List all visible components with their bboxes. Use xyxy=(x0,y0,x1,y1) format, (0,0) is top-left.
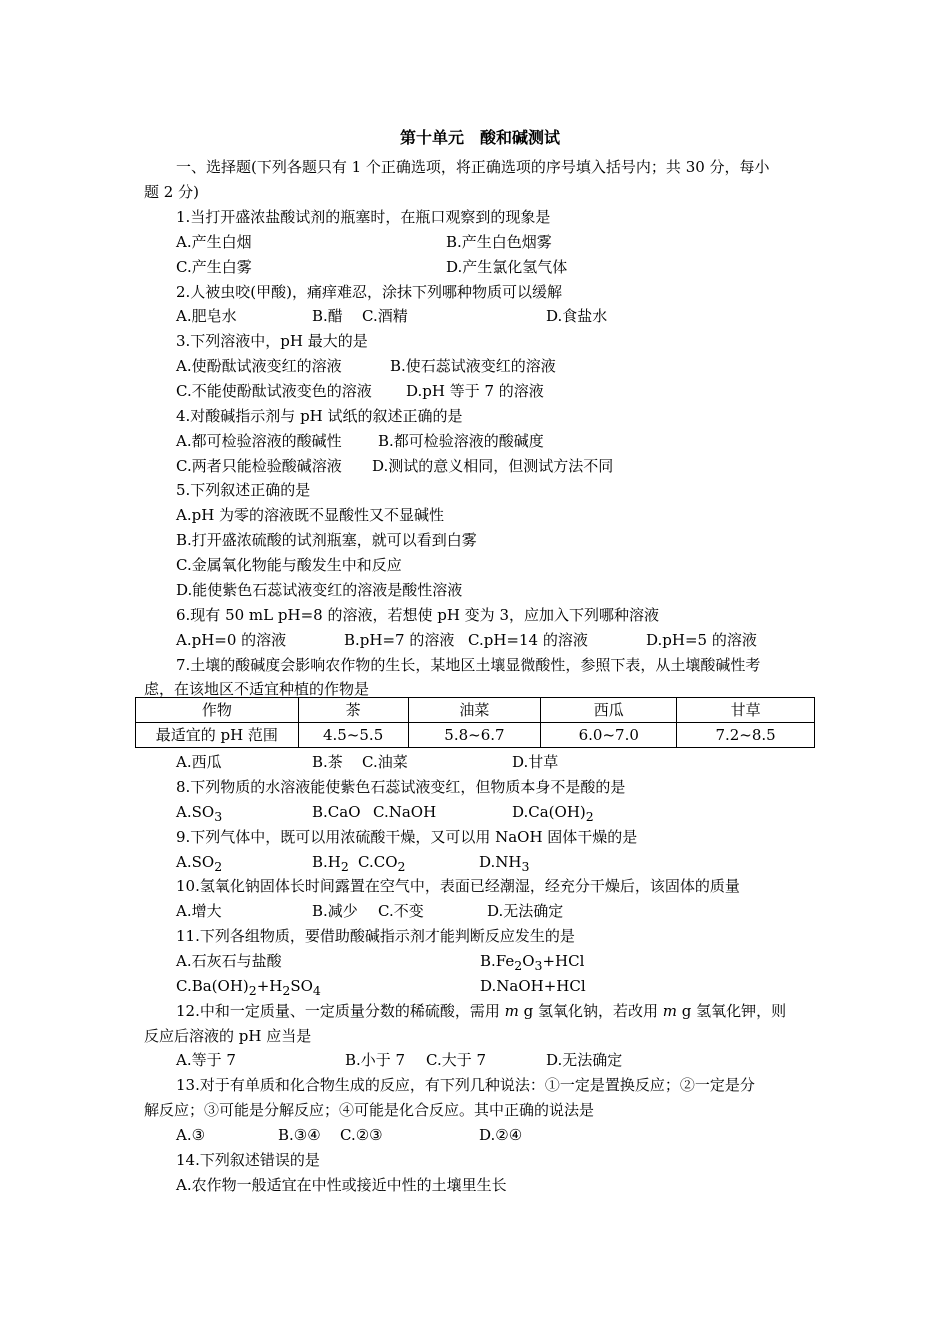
question-11-option-c: $C.Ba(OH)_2+H_2SO_4$ xyxy=(176,977,321,998)
table-cell-tea: 4.5~5.5 xyxy=(298,723,408,748)
question-13-option-d: D.②④ xyxy=(479,1126,523,1144)
question-11-option-d: D.NaOH+HCl xyxy=(480,977,586,995)
question-13-option-a: A.③ xyxy=(176,1126,206,1144)
question-9-option-c: $C.CO_2$ xyxy=(358,853,406,874)
question-4-stem: 4.对酸碱指示剂与 pH 试纸的叙述正确的是 xyxy=(176,407,463,425)
section-instructions-line1: 一、选择题(下列各题只有 1 个正确选项，将正确选项的序号填入括号内；共 30 分，每小 xyxy=(176,158,770,176)
question-13-stem-line2: 解反应；③可能是分解反应；④可能是化合反应。其中正确的说法是 xyxy=(144,1101,595,1119)
question-5-option-d: D.能使紫色石蕊试液变红的溶液是酸性溶液 xyxy=(176,581,463,599)
table-cell-watermelon: 6.0~7.0 xyxy=(541,723,677,748)
question-9-option-a: $A.SO_2$ xyxy=(176,853,223,874)
question-6-option-b: B.pH=7 的溶液 xyxy=(344,631,455,649)
question-8-option-d: $D.Ca(OH)_2$ xyxy=(512,803,594,824)
question-12-stem-line1: 12.中和一定质量、一定质量分数的稀硫酸，需用 m g 氢氧化钠，若改用 m g 氢氧化钾，则 xyxy=(176,1002,787,1020)
table-row xyxy=(136,723,815,748)
question-14-option-a: A.农作物一般适宜在中性或接近中性的土壤里生长 xyxy=(176,1176,507,1194)
question-5-option-a: A.pH 为零的溶液既不显酸性又不显碱性 xyxy=(176,506,445,524)
question-8-option-a: $A.SO_3$ xyxy=(176,803,223,824)
question-14-stem: 14.下列叙述错误的是 xyxy=(176,1151,320,1169)
section-instructions-line2: 题 2 分) xyxy=(144,183,199,201)
question-12-option-a: A.等于 7 xyxy=(176,1051,236,1069)
question-4-option-b: B.都可检验溶液的酸碱度 xyxy=(378,432,544,450)
table-row xyxy=(136,698,815,723)
question-6-option-d: D.pH=5 的溶液 xyxy=(646,631,757,649)
question-7-stem-line1: 7.土壤的酸碱度会影响农作物的生长，某地区土壤显微酸性，参照下表，从土壤酸碱性考 xyxy=(176,656,761,674)
question-8-stem: 8.下列物质的水溶液能使紫色石蕊试液变红，但物质本身不是酸的是 xyxy=(176,778,626,796)
question-3-option-c: C.不能使酚酞试液变色的溶液 xyxy=(176,382,372,400)
question-7-stem-line2: 虑，在该地区不适宜种植的作物是 xyxy=(144,680,370,698)
question-10-option-c: C.不变 xyxy=(378,902,424,920)
question-10-option-d: D.无法确定 xyxy=(487,902,564,920)
question-1-option-b: B.产生白色烟雾 xyxy=(446,233,552,251)
question-4-option-d: D.测试的意义相同，但测试方法不同 xyxy=(372,457,614,475)
question-4-option-a: A.都可检验溶液的酸碱性 xyxy=(176,432,342,450)
table-header-watermelon: 西瓜 xyxy=(541,698,677,723)
question-7-option-d: D.甘草 xyxy=(512,753,559,771)
question-13-option-b: B.③④ xyxy=(278,1126,321,1144)
question-12-option-d: D.无法确定 xyxy=(546,1051,623,1069)
question-3-stem: 3.下列溶液中，pH 最大的是 xyxy=(176,332,368,350)
page-title: 第十单元 酸和碱测试 xyxy=(400,128,561,147)
question-6-option-a: A.pH=0 的溶液 xyxy=(176,631,287,649)
question-6-stem: 6.现有 50 mL pH=8 的溶液，若想使 pH 变为 3，应加入下列哪种溶液 xyxy=(176,606,659,624)
table-header-rapeseed: 油菜 xyxy=(408,698,541,723)
question-11-option-b: $B.Fe_2O_3+HCl$ xyxy=(480,952,585,973)
question-1-option-c: C.产生白雾 xyxy=(176,258,252,276)
table-header-licorice: 甘草 xyxy=(677,698,815,723)
question-13-option-c: C.②③ xyxy=(340,1126,383,1144)
question-8-option-b: B.CaO xyxy=(312,803,361,821)
question-7-option-c: C.油菜 xyxy=(362,753,408,771)
question-10-stem: 10.氢氧化钠固体长时间露置在空气中，表面已经潮湿，经充分干燥后，该固体的质量 xyxy=(176,877,740,895)
question-1-stem: 1.当打开盛浓盐酸试剂的瓶塞时，在瓶口观察到的现象是 xyxy=(176,208,551,226)
question-2-option-d: D.食盐水 xyxy=(546,307,608,325)
question-5-option-c: C.金属氧化物能与酸发生中和反应 xyxy=(176,556,402,574)
question-2-option-a: A.肥皂水 xyxy=(176,307,237,325)
question-11-option-a: A.石灰石与盐酸 xyxy=(176,952,282,970)
question-2-stem: 2.人被虫咬(甲酸)，痛痒难忍，涂抹下列哪种物质可以缓解 xyxy=(176,283,563,301)
question-2-option-b: B.醋 xyxy=(312,307,343,325)
table-header-crop: 作物 xyxy=(136,698,299,723)
question-10-option-b: B.减少 xyxy=(312,902,358,920)
question-9-stem: 9.下列气体中，既可以用浓硫酸干燥，又可以用 NaOH 固体干燥的是 xyxy=(176,828,638,846)
question-5-option-b: B.打开盛浓硫酸的试剂瓶塞，就可以看到白雾 xyxy=(176,531,477,549)
question-2-option-c: C.酒精 xyxy=(362,307,408,325)
question-1-option-d: D.产生氯化氢气体 xyxy=(446,258,568,276)
question-13-stem-line1: 13.对于有单质和化合物生成的反应，有下列几种说法：①一定是置换反应；②一定是分 xyxy=(176,1076,755,1094)
question-4-option-c: C.两者只能检验酸碱溶液 xyxy=(176,457,342,475)
question-9-option-b: $B.H_2$ xyxy=(312,853,349,874)
question-6-option-c: C.pH=14 的溶液 xyxy=(468,631,588,649)
question-11-stem: 11.下列各组物质，要借助酸碱指示剂才能判断反应发生的是 xyxy=(176,927,575,945)
question-12-stem-line2: 反应后溶液的 pH 应当是 xyxy=(144,1027,312,1045)
question-9-option-d: $D.NH_3$ xyxy=(479,853,530,874)
question-12-option-c: C.大于 7 xyxy=(426,1051,487,1069)
question-7-option-b: B.茶 xyxy=(312,753,343,771)
table-cell-rapeseed: 5.8~6.7 xyxy=(408,723,541,748)
question-8-option-c: C.NaOH xyxy=(373,803,437,821)
question-10-option-a: A.增大 xyxy=(176,902,222,920)
table-cell-label: 最适宜的 pH 范围 xyxy=(136,723,299,748)
question-12-option-b: B.小于 7 xyxy=(345,1051,406,1069)
question-3-option-b: B.使石蕊试液变红的溶液 xyxy=(390,357,556,375)
question-3-option-a: A.使酚酞试液变红的溶液 xyxy=(176,357,342,375)
question-1-option-a: A.产生白烟 xyxy=(176,233,252,251)
crop-ph-table xyxy=(135,697,815,748)
table-cell-licorice: 7.2~8.5 xyxy=(677,723,815,748)
table-header-tea: 茶 xyxy=(298,698,408,723)
question-5-stem: 5.下列叙述正确的是 xyxy=(176,481,311,499)
question-7-option-a: A.西瓜 xyxy=(176,753,222,771)
question-3-option-d: D.pH 等于 7 的溶液 xyxy=(406,382,544,400)
